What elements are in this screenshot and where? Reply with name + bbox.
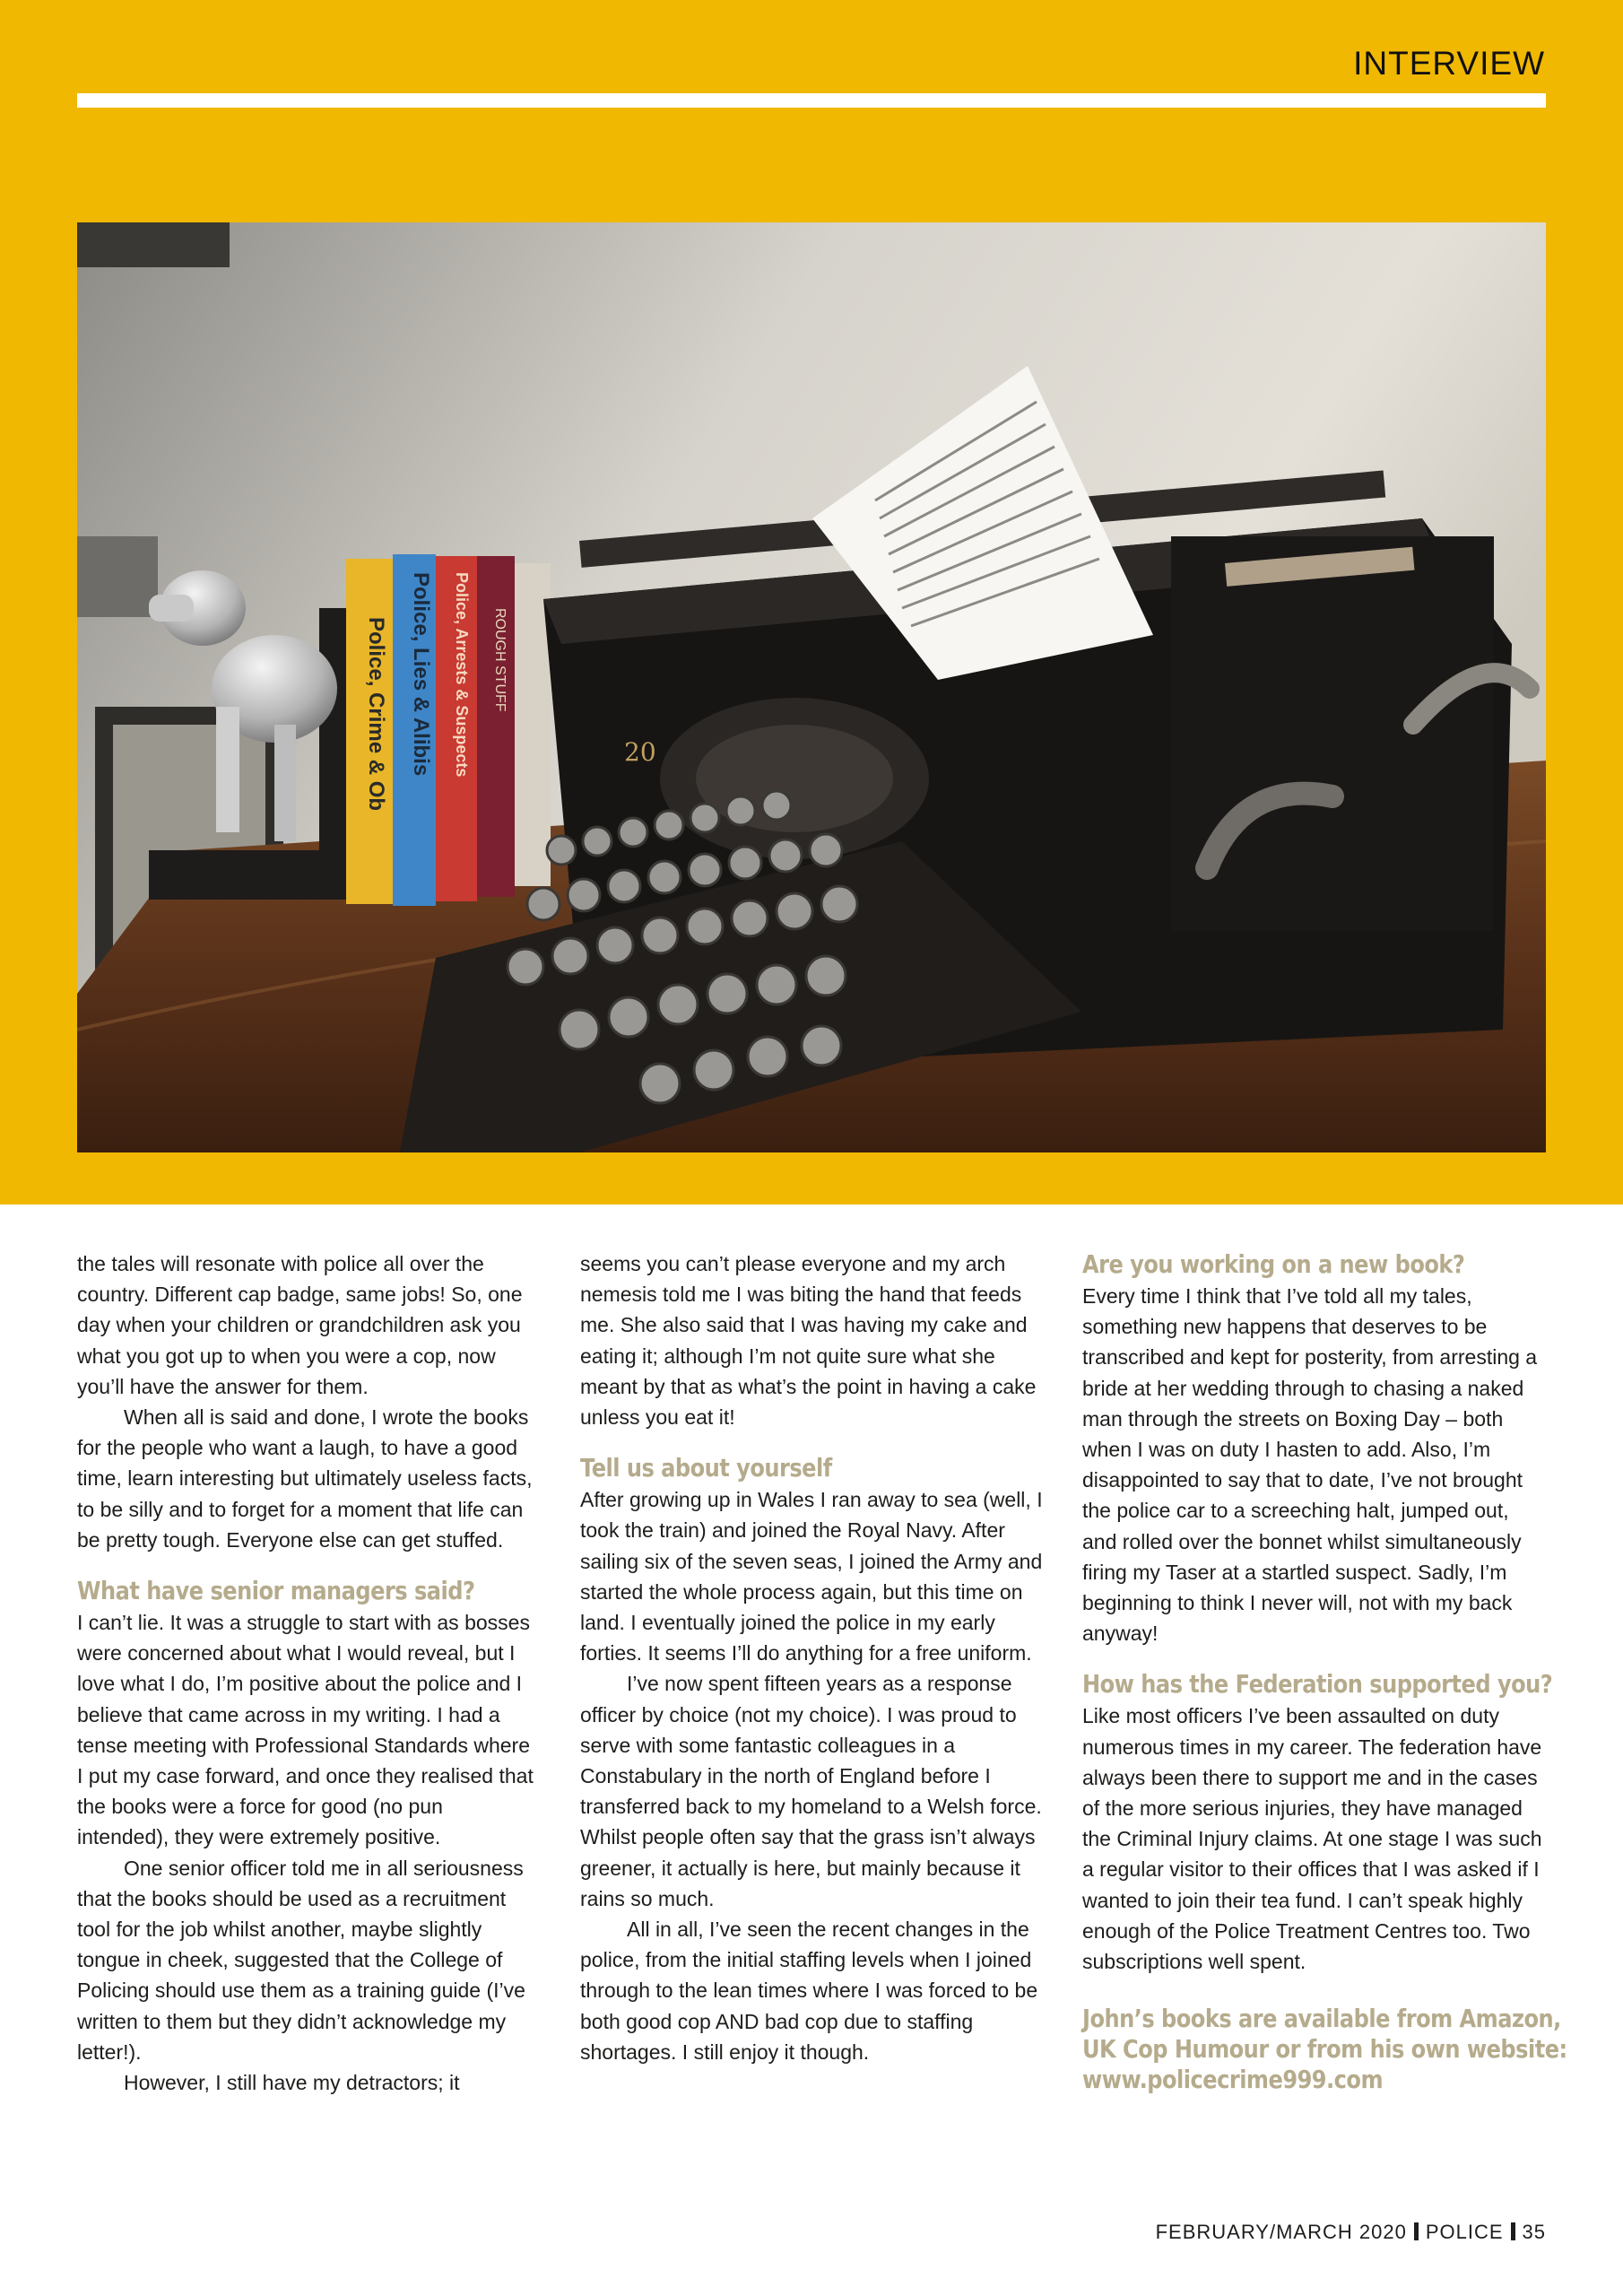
article-column-3: [1082, 1248, 1567, 2095]
paragraph: I can’t lie. It was a struggle to start with as bosses were concerned about what I would reveal, but I love what I do, I’m positive about the police and I believe that came across in my writing. I had a tense meeting with Professional Standards where I put my case forward, and once they realised that the books were a force for good (no pun intended), they were extremely positive.: [77, 1611, 534, 1849]
question-heading: What have senior managers said?: [77, 1576, 475, 1606]
article-column-2: [580, 1248, 1043, 2067]
question-heading: How has the Federation supported you?: [1082, 1669, 1553, 1700]
magazine-name: POLICE: [1425, 2221, 1504, 2243]
article-column-1: [77, 1248, 540, 2098]
paragraph: One senior officer told me in all seriousness that the books should be used as a recruitment tool for the job whilst another, maybe slightly tongue in cheek, suggested that the College of Policing should use them as a training guide (I’ve written to them but they didn’t acknowledge my letter!).: [77, 1856, 525, 2064]
paragraph: the tales will resonate with police all over the country. Different cap badge, same jobs! So, one day when your children or grandchildren ask you what you got up to when you were a cop, now you’ll have the answer for them.: [77, 1252, 523, 1398]
typewriter-photo: [77, 222, 1546, 1152]
page-footer: [1156, 2221, 1546, 2244]
section-label: INTERVIEW: [1353, 45, 1545, 82]
paragraph: Like most officers I’ve been assaulted on duty numerous times in my career. The federation have always been there to support me and in the cases of the more serious injuries, they have managed the Criminal Injury claims. At one stage I was such a regular visitor to their offices that I was asked if I wanted to join their tea fund. I can’t speak highly enough of the Police Treatment Centres too. Two subscriptions well spent.: [1082, 1704, 1542, 1974]
paragraph: Every time I think that I’ve told all my tales, something new happens that deserves to be transcribed and kept for posterity, from arresting a bride at her wedding through to chasing a naked man through the streets on Boxing Day – both when I was on duty I hasten to add. Also, I’m disappointed to say that to date, I’ve not brought the police car to a screeching halt, jumped out, and rolled over the bonnet whilst simultaneously firing my Taser at a startled suspect. Sadly, I’m beginning to think I never will, not with my back anyway!: [1082, 1284, 1538, 1646]
paragraph: However, I still have my detractors; it: [124, 2071, 460, 2095]
typewriter-model-number: 20: [624, 737, 656, 767]
book-spine-2: Police, Lies & Alibis: [409, 572, 433, 777]
paragraph: When all is said and done, I wrote the books for the people who want a laugh, to have a good time, learn interesting but ultimately useless facts, to be silly and to forget for a moment that life can be pretty tough. Everyone else can get stuffed.: [77, 1405, 533, 1552]
page-number: 35: [1522, 2221, 1546, 2243]
book-spine-3: Police, Arrests & Suspects: [453, 572, 471, 778]
footer-separator: [1414, 2222, 1419, 2240]
paragraph: I’ve now spent fifteen years as a response officer by choice (not my choice). I was proud to serve with some fantastic colleagues in a Constabulary in the north of England before I transferred back to my homeland to a Welsh force. Whilst people often say that the grass isn’t always greener, it actually is here, but mainly because it rains so much.: [580, 1672, 1042, 1910]
issue-date: FEBRUARY/MARCH 2020: [1155, 2221, 1407, 2243]
question-heading: Tell us about yourself: [580, 1453, 832, 1483]
question-heading: Are you working on a new book?: [1082, 1249, 1465, 1279]
footer-separator: [1511, 2222, 1515, 2240]
paragraph: seems you can’t please everyone and my arch nemesis told me I was biting the hand that feeds me. She also said that I was having my cake and eating it; although I’m not quite sure what she meant by that as what’s the point in having a cake unless you eat it!: [580, 1252, 1037, 1430]
header-rule: [77, 93, 1546, 108]
paragraph: After growing up in Wales I ran away to sea (well, I took the train) and joined the Royal Navy. After sailing six of the seven seas, I joined the Army and started the whole process again, but this time on land. I eventually joined the police in my early forties. It seems I’ll do anything for a free uniform.: [580, 1488, 1043, 1665]
book-availability-credit: [1082, 2004, 1567, 2095]
book-spine-4: ROUGH STUFF: [492, 608, 508, 712]
website-link[interactable]: www.policecrime999.com: [1082, 2065, 1384, 2095]
book-spine-1: Police, Crime & Ob: [364, 617, 388, 812]
credit-line: UK Cop Humour or from his own website:: [1082, 2034, 1567, 2065]
credit-line: John’s books are available from Amazon,: [1082, 2004, 1561, 2034]
paragraph: All in all, I’ve seen the recent changes in the police, from the initial staffing levels when I joined through to the lean times where I was forced to be both good cop AND bad cop due to staffing shortages. I still enjoy it though.: [580, 1918, 1038, 2064]
